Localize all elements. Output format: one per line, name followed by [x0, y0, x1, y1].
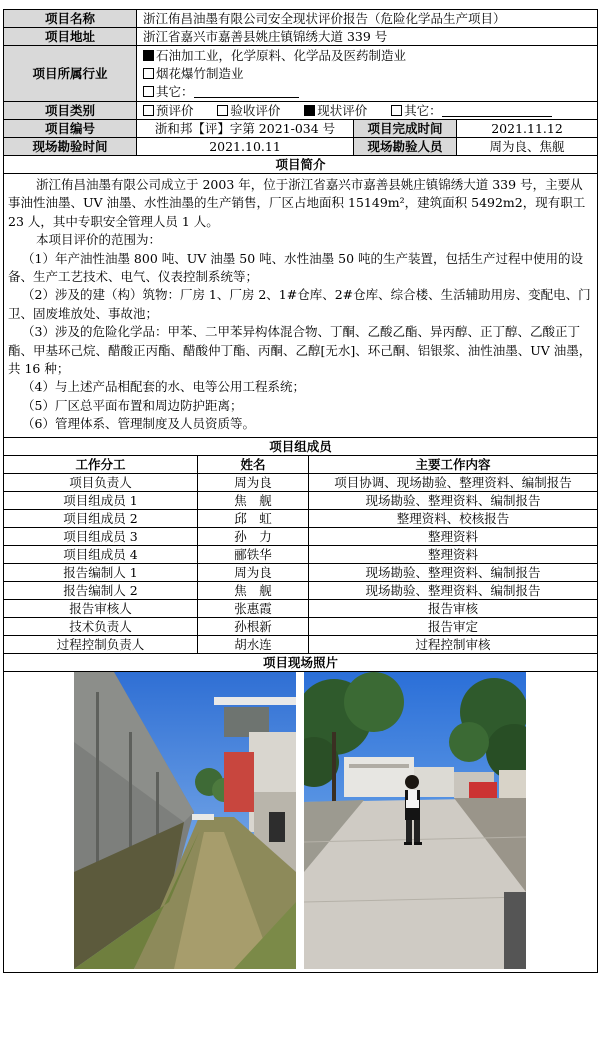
- unchecked-checkbox-icon: [143, 86, 154, 97]
- team-row: 报告编制人 1 周为良 现场勘验、整理资料、编制报告: [4, 563, 598, 581]
- project-code-label: 项目编号: [4, 120, 137, 138]
- project-type-options: [137, 102, 598, 120]
- team-row: 过程控制负责人 胡水连 过程控制审核: [4, 635, 598, 653]
- team-row: 技术负责人 孙根新 报告审定: [4, 617, 598, 635]
- project-industry-options: [137, 46, 598, 102]
- scope-item-5: （5）厂区总平面布置和周边防护距离；: [22, 397, 243, 413]
- scope-item-6: （6）管理体系、管理制度及人员资质等。: [22, 416, 255, 432]
- scope-item-4: （4）与上述产品相配套的水、电等公用工程系统；: [22, 379, 305, 395]
- finish-time-value: 2021.11.12: [457, 120, 598, 138]
- unchecked-checkbox-icon: [391, 105, 402, 116]
- project-name-value: 浙江侑昌油墨有限公司安全现状评价报告（危险化学品生产项目）: [137, 10, 598, 28]
- survey-people-label: 现场勘验人员: [354, 138, 457, 156]
- team-row: 报告编制人 2 焦 舰 现场勘验、整理资料、编制报告: [4, 581, 598, 599]
- scope-item-3: （3）涉及的危险化学品：甲苯、二甲苯异构体混合物、丁酮、乙酸乙酯、异丙醇、正丁醇、乙酸正丁酯、甲基环己烷、醋酸正丙酯、醋酸仲丁酯、丙酮、乙醇[无水]、环己酮、铝银浆、油性油墨、UV 油墨，共 16 种；: [8, 324, 592, 377]
- type-other-blank: [442, 104, 552, 117]
- team-col-work: 主要工作内容: [309, 455, 598, 473]
- photos-section-title: 项目现场照片: [4, 653, 598, 671]
- type-option-other[interactable]: 其它：: [391, 103, 552, 118]
- intro-paragraph: 浙江侑昌油墨有限公司成立于 2003 年，位于浙江省嘉兴市嘉善县姚庄镇锦绣大道 339 号，主要从事油性油墨、UV 油墨、水性油墨的生产销售，厂区占地面积 15149m²，建筑面积 5492m2，现有职工 23 人，其中专职安全管理人员 1 人。: [8, 177, 586, 229]
- team-row: 项目组成员 3 孙 力 整理资料: [4, 527, 598, 545]
- industry-option-petrochem[interactable]: 石油加工业，化学原料、化学品及医药制造业: [143, 47, 594, 65]
- survey-people-value: 周为良、焦舰: [457, 138, 598, 156]
- team-row: 报告审核人 张惠霞 报告审核: [4, 599, 598, 617]
- survey-time-label: 现场勘验时间: [4, 138, 137, 156]
- checked-checkbox-icon: [304, 105, 315, 116]
- team-row: 项目组成员 1 焦 舰 现场勘验、整理资料、编制报告: [4, 491, 598, 509]
- evaluation-info-sheet: [3, 9, 597, 973]
- team-row: 项目组成员 4 郦铁华 整理资料: [4, 545, 598, 563]
- scope-item-2: （2）涉及的建（构）筑物：厂房 1、厂房 2、1#仓库、2#仓库、综合楼、生活辅助用房、变配电、门卫、固废堆放处、事故池；: [8, 287, 591, 321]
- industry-option-fireworks[interactable]: 烟花爆竹制造业: [143, 65, 594, 83]
- team-row: 项目负责人 周为良 项目协调、现场勘验、整理资料、编制报告: [4, 473, 598, 491]
- checked-checkbox-icon: [143, 50, 154, 61]
- industry-other-blank: [194, 85, 299, 98]
- team-section-title: 项目组成员: [4, 437, 598, 455]
- type-option-current[interactable]: 现状评价: [304, 103, 367, 118]
- project-industry-label: 项目所属行业: [4, 46, 137, 102]
- unchecked-checkbox-icon: [143, 105, 154, 116]
- team-col-name: 姓名: [198, 455, 309, 473]
- project-address-value: 浙江省嘉兴市嘉善县姚庄镇锦绣大道 339 号: [137, 28, 598, 46]
- intro-scope-heading: 本项目评价的范围为：: [36, 232, 162, 248]
- type-option-pre[interactable]: 预评价: [143, 103, 194, 118]
- site-photo-factory-yard: [304, 672, 526, 969]
- type-option-acceptance[interactable]: 验收评价: [217, 103, 280, 118]
- project-type-label: 项目类别: [4, 102, 137, 120]
- survey-time-value: 2021.10.11: [137, 138, 354, 156]
- photos-cell: [4, 671, 598, 972]
- intro-body: [4, 174, 598, 438]
- project-name-label: 项目名称: [4, 10, 137, 28]
- team-col-role: 工作分工: [4, 455, 198, 473]
- unchecked-checkbox-icon: [217, 105, 228, 116]
- project-code-value: 浙和邦【评】字第 2021-034 号: [137, 120, 354, 138]
- project-info-table: [3, 9, 598, 973]
- industry-option-other[interactable]: 其它：: [143, 83, 594, 101]
- site-photo-wall-path: [74, 672, 296, 969]
- unchecked-checkbox-icon: [143, 68, 154, 79]
- team-row: 项目组成员 2 邱 虹 整理资料、校核报告: [4, 509, 598, 527]
- project-address-label: 项目地址: [4, 28, 137, 46]
- scope-item-1: （1）年产油性油墨 800 吨、UV 油墨 50 吨、水性油墨 50 吨的生产装置，包括生产过程中使用的设备、生产工艺技术、电气、仪表控制系统等；: [8, 250, 584, 285]
- intro-section-title: 项目简介: [4, 156, 598, 174]
- finish-time-label: 项目完成时间: [354, 120, 457, 138]
